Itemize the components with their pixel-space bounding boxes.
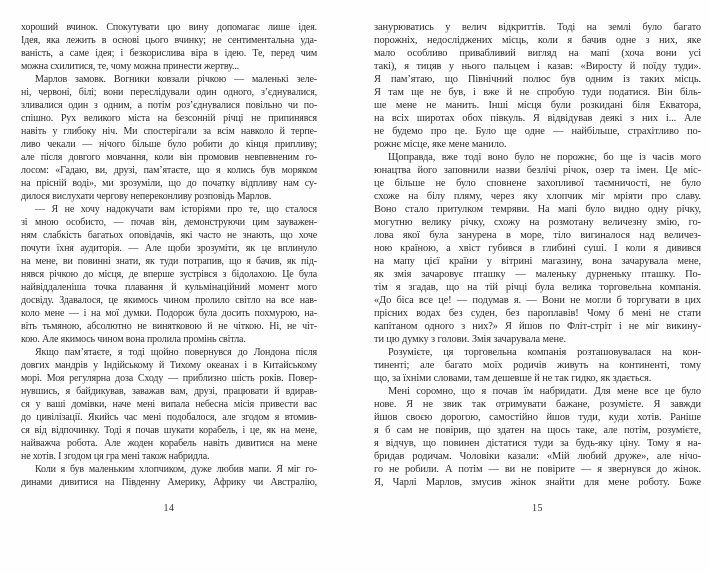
text-line: не будемо про це. Було ще одне — найбільше, страхітливо по-: [374, 126, 701, 137]
text-line: але після довгого мовчання, коли він промовив невпевненим го-: [21, 152, 317, 163]
text-line: лосом: «Гадаю, ви, друзі, пам’ятаєте, що я колись був моряком: [21, 165, 317, 176]
text-line: прісних водах без суден, без пароплавів! Чому б мені не стати: [374, 308, 701, 319]
left-page-number: 14: [163, 503, 175, 514]
text-line: дилося вислухати чергову непереконливу розповідь Марлов.: [21, 191, 272, 202]
text-line: як змія зачаровує пташку — маленьку дурненьку пташку. По-: [374, 269, 701, 280]
text-line: нове. Я не звик так отримувати бажане, розумієте. Я завжди: [374, 399, 701, 410]
text-line: можна схилитися, те, чому можна принести жертву...: [21, 61, 240, 72]
text-line: кою. Але якимось чином вона пролила промінь світла.: [21, 334, 246, 345]
right-page-number: 15: [532, 503, 543, 514]
text-line: не хотів. І згодом ця гра мені також набридла.: [21, 451, 210, 462]
text-line: Ідея, яка лежить в основі цього вчинку; не сентиментальна уда-: [21, 35, 317, 46]
text-line: Воно стало притулком темряви. На мапі було видно одну річку,: [374, 204, 701, 215]
text-line: віть тьмяною, абсолютно не винятковою й не чіткою. Ні, не чіт-: [21, 321, 317, 332]
text-line: юнацтва його заповнили назви безлічі річок, озер та імен. Це міс-: [374, 165, 701, 176]
text-line: хороший вчинок. Спокутувати цю вину допомагає лише ідея.: [21, 22, 317, 33]
text-line: найважча робота. Але жоден корабель навіть дивитися на мене: [21, 438, 317, 449]
text-line: зі мною особисто, — почав він, демонструючи цим зауважен-: [21, 217, 317, 228]
left-page: [21, 21, 317, 552]
right-page-text-column: [374, 21, 701, 489]
text-line: це більше не було сповнене захопливої таємничості, не було: [374, 178, 701, 189]
text-line: капітаном одного з них?» Я йшов по Фліт-стріт і не міг викину-: [374, 321, 701, 332]
text-line: на прісній воді», ми зрозуміли, що до початку відпливу нам су-: [21, 178, 317, 189]
text-line: мало особливо привабливий вигляд на мапі (хоча вони усі: [374, 48, 701, 59]
text-line: досвіду. Здавалося, це якимось чином пролило світло на все нав-: [21, 295, 317, 306]
text-line: ся у ваші домівки, наче мені випала небесна місія привести вас: [21, 399, 317, 410]
text-line: навіть у глибоку ніч. Ми спостерігали за всім навколо й терпе-: [21, 126, 317, 137]
text-line: почути їхня аудиторія. — Але щоби зрозуміти, як це вплинуло: [21, 243, 317, 254]
text-line: порожніх, недосліджених місць, коли я бачив одне з них, яке: [374, 35, 701, 46]
text-line: на всіх широтах обох півкуль. Я відвідував деякі з них і... Але: [374, 113, 701, 124]
text-line: занурюватись у велич відкриттів. Тоді на землі було багато: [374, 22, 701, 33]
text-line: Я пам’ятаю, що Північний полюс був одним із таких місць.: [374, 74, 701, 85]
text-line: Коли я був маленьким хлопчиком, дуже любив мапи. Я міг го-: [35, 464, 317, 475]
text-line: «До біса все це! — подумав я. — Вони не могли б торгувати в цих: [374, 295, 701, 306]
text-line: Я, Чарлі Марлов, змусив жінок знайти для мене роботу. Боже: [374, 477, 701, 488]
text-line: йшов своєю дорогою, самостійно йшов туди, куди хотів. Раніше: [374, 412, 701, 423]
text-line: Розумієте, ця торговельна компанія розташовувалася на кон-: [388, 347, 701, 358]
text-line: Я там ще не був, і вже й не спробую туди податися. Він біль-: [374, 87, 701, 98]
text-line: нявся річкою до місця, де вперше зустрівся з бідолахою. Це була: [21, 269, 317, 280]
text-line: нувшись, я байдикував, заважав вам, друзі, працювати й вдирав-: [21, 386, 317, 397]
text-line: морі. Моя регулярна доза Сходу — приблизно шість років. Повер-: [21, 373, 317, 384]
text-line: я б сам не повірив, що здатен на щось таке, але потім, розумієте,: [374, 425, 701, 436]
text-line: могутню велику річку, схожу на розмотану величезну змію, го-: [374, 217, 701, 228]
text-line: що, за їхніми словами, там дешевше й не так гидко, як здається.: [374, 373, 652, 384]
text-line: ваність, а саме ідея; і безкорислива віра в ідею. Те, перед чим: [21, 48, 317, 59]
text-line: го не робили. А потім — ви не повірите — я звернувся до жінок.: [374, 464, 701, 475]
text-line: — Я не хочу надокучати вам історіями про те, що сталося: [35, 204, 317, 215]
text-line: ше мене не манить. Інші місця були розкидані біля Екватора,: [374, 100, 701, 111]
text-line: на мене, ви повинні знати, як туди потрапив, що я бачив, як під-: [21, 256, 317, 267]
text-line: схоже на білу пляму, через яку хлопчик міг мріяти про славу.: [374, 191, 701, 202]
text-line: ливо чекали — нічого більше було робити до кінця припливу;: [21, 139, 317, 150]
text-line: спішно. Рух великого міста на безсонній річці не припинявся: [21, 113, 317, 124]
text-line: ням слабкість багатьох оповідачів, які часто не знають, що хоче: [21, 230, 317, 241]
text-line: рожнє місце, яке мене манило.: [374, 139, 507, 150]
text-line: Мені соромно, що я почав їм набридати. Для мене все це було: [388, 386, 701, 397]
text-line: бридав родичам. Чоловіки казали: «Мій любий друже», але нічо-: [374, 451, 701, 462]
text-line: Якщо пам’ятаєте, я тоді щойно повернувся до Лондона після: [35, 347, 317, 358]
text-line: коло мене — і на мої думки. Подорож була досить похмурою, на-: [21, 308, 317, 319]
text-line: тім я згадав, що на тій річці була велика торговельна компанія.: [374, 282, 701, 293]
text-line: Марлов замовк. Вогники ковзали річкою — маленькі зеле-: [35, 74, 317, 85]
text-line: Щоправда, вже тоді воно було не порожнє, бо ще із часів мого: [388, 152, 701, 163]
text-line: ні, червоні, білі; вони переслідували один одного, з’єднувалися,: [21, 87, 317, 98]
text-line: найвіддаленіша точка плавання й кульмінаційний момент мого: [21, 282, 317, 293]
text-line: на мапу цієї країни у вітрині магазину, вона зачарувала мене,: [374, 256, 701, 267]
left-page-text-column: [21, 21, 317, 489]
text-line: ною країною, а хвіст губився в глибині суші. І коли я дивився: [374, 243, 701, 254]
right-page: [374, 21, 701, 552]
text-line: такі), я тицяв у нього пальцем і казав: «Виросту й поїду туди».: [374, 61, 701, 72]
text-line: лова якої була занурена в море, тіло вигиналося над величез-: [374, 230, 701, 241]
text-line: ся від відпочинку. Тоді я почав шукати корабель, і це, як на мене,: [21, 425, 317, 436]
text-line: я відчув, що повинен дістатися туди за будь-яку ціну. Тому я на-: [374, 438, 701, 449]
text-line: динами дивитися на Південну Америку, Африку чи Австралію,: [21, 477, 317, 488]
text-line: ти цю думку з голови. Змія зачарувала мене.: [374, 334, 566, 345]
text-line: до цивілізації. Якийсь час мені подобалося, але згодом я втомив-: [21, 412, 317, 423]
text-line: тиненті; але багато моїх родичів живуть на континенті, тому: [374, 360, 701, 371]
text-line: зливалися один з одним, а потім роз’єднувалися повільно чи по-: [21, 100, 317, 111]
text-line: довгих мандрів у Індійському й Тихому океанах і в Китайському: [21, 360, 317, 371]
